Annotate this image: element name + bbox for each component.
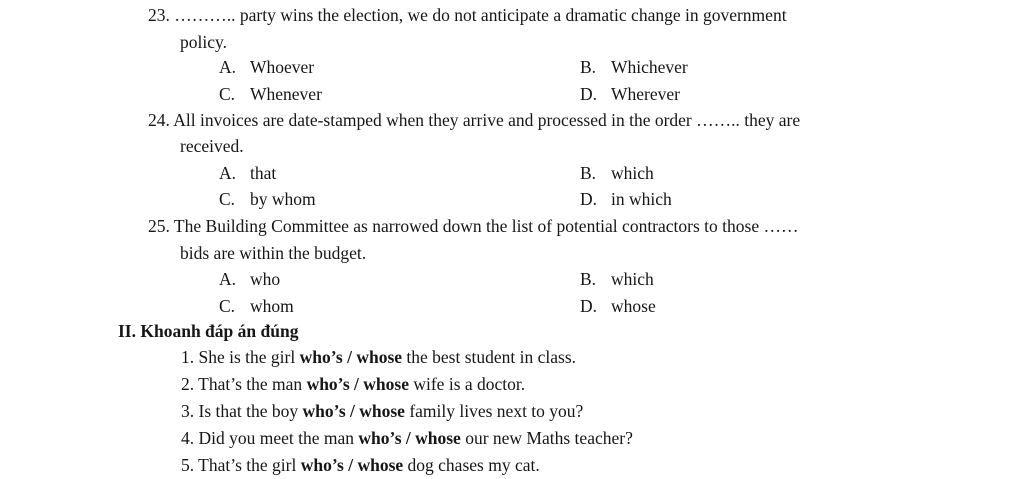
question-23-option-b (580, 56, 688, 78)
item-text-before: 4. Did you meet the man (181, 428, 359, 448)
question-24-text-line1: 24. All invoices are date-stamped when they arrive and processed in the order …….. they are (148, 110, 801, 130)
question-25-option-a (219, 268, 280, 290)
item-choice: who’s / whose (299, 347, 403, 367)
option-letter: D. (580, 296, 598, 316)
exercise-item-2 (181, 373, 525, 395)
exercise-item-3 (181, 400, 583, 422)
item-text-after: the best student in class. (402, 347, 577, 367)
item-choice: who’s / whose (306, 374, 409, 394)
question-23-option-a (219, 56, 314, 78)
item-text-before: 2. That’s the man (181, 374, 307, 394)
item-text-before: 5. That’s the girl (181, 455, 301, 475)
option-letter: C. (219, 189, 236, 209)
question-23-option-d (580, 83, 680, 105)
question-24-option-a (219, 162, 276, 184)
question-25-option-d (580, 295, 656, 317)
question-24-option-d (580, 188, 672, 210)
question-24-option-b (580, 162, 654, 184)
option-letter: B. (580, 57, 597, 77)
option-letter: A. (219, 57, 237, 77)
exercise-item-5 (181, 454, 540, 476)
option-text: who (250, 269, 281, 289)
option-text: whose (611, 296, 656, 316)
option-text: by whom (250, 189, 316, 209)
option-letter: D. (580, 84, 598, 104)
question-23-text-line1: 23. ……….. party wins the election, we do not anticipate a dramatic change in government (148, 5, 787, 25)
option-letter: A. (219, 163, 237, 183)
option-letter: C. (219, 84, 236, 104)
question-24-text-line2: received. (180, 136, 244, 156)
item-text-before: 3. Is that the boy (181, 401, 303, 421)
item-text-after: wife is a doctor. (408, 374, 526, 394)
option-letter: D. (580, 189, 598, 209)
option-text: Whenever (250, 84, 322, 104)
item-text-before: 1. She is the girl (181, 347, 300, 367)
item-choice: who’s / whose (302, 401, 405, 421)
option-text: which (611, 163, 654, 183)
option-text: that (250, 163, 277, 183)
question-25-text-line1: 25. The Building Committee as narrowed down the list of potential contractors to those …… (148, 216, 799, 236)
question-24-option-c (219, 188, 316, 210)
item-text-after: our new Maths teacher? (460, 428, 633, 448)
item-choice: who’s / whose (358, 428, 461, 448)
option-text: Wherever (611, 84, 680, 104)
option-letter: A. (219, 269, 237, 289)
section-heading: II. Khoanh đáp án đúng (118, 321, 299, 341)
option-text: whom (250, 296, 294, 316)
question-25-option-b (580, 268, 654, 290)
question-23-option-c (219, 83, 322, 105)
option-text: which (611, 269, 654, 289)
item-choice: who’s / whose (300, 455, 404, 475)
question-23-text-line2: policy. (180, 32, 227, 52)
exercise-item-1 (181, 346, 576, 368)
option-letter: B. (580, 269, 597, 289)
option-letter: B. (580, 163, 597, 183)
option-text: Whoever (250, 57, 315, 77)
question-25-text-line2: bids are within the budget. (180, 243, 367, 263)
option-letter: C. (219, 296, 236, 316)
option-text: in which (611, 189, 672, 209)
option-text: Whichever (611, 57, 688, 77)
exercise-item-4 (181, 427, 633, 449)
question-25-option-c (219, 295, 294, 317)
item-text-after: dog chases my cat. (403, 455, 540, 475)
item-text-after: family lives next to you? (404, 401, 584, 421)
